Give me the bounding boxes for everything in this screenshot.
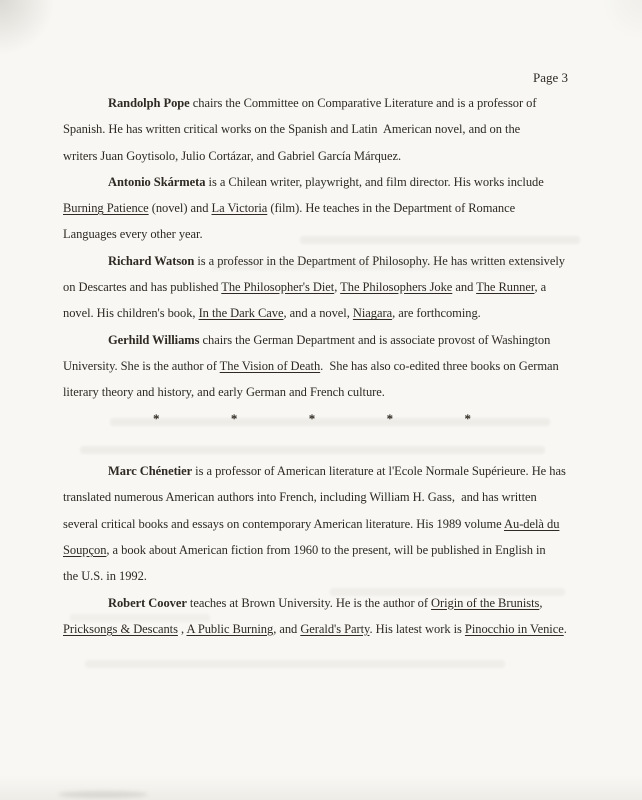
text-line xyxy=(63,221,593,247)
asterisk: * xyxy=(386,410,394,426)
text-segment: literary theory and history, and early German and French culture. xyxy=(63,385,385,400)
text-segment: . xyxy=(563,621,567,636)
text-segment: , a xyxy=(534,280,547,295)
work-title: The Runner xyxy=(476,280,535,295)
text-segment: Spanish. He has written critical works on the Spanish and Latin American novel, and on the xyxy=(63,122,521,137)
text-line xyxy=(63,274,593,300)
work-title: The Philosophers Joke xyxy=(340,280,453,295)
text-segment: University. She is the author of xyxy=(63,358,220,373)
work-title: The Vision of Death xyxy=(219,358,321,373)
text-segment: is a professor of American literature at l'Ecole Normale Supérieure. He has xyxy=(192,464,566,479)
page-number: Page 3 xyxy=(532,70,568,85)
bleed-through-artifact xyxy=(85,660,505,668)
work-title: Pinocchio in Venice xyxy=(464,621,564,636)
person-name: Robert Coover xyxy=(108,595,187,610)
text-segment: novel. His children's book, xyxy=(63,306,199,321)
document-body xyxy=(63,90,593,642)
asterisk: * xyxy=(153,410,160,426)
text-segment: Languages every other year. xyxy=(63,227,203,242)
text-segment: , and xyxy=(273,621,301,636)
text-line xyxy=(63,563,593,589)
asterisk: * xyxy=(230,410,238,426)
text-line xyxy=(63,300,593,326)
text-segment: is a Chilean writer, playwright, and film director. His works include xyxy=(205,174,544,189)
asterisk: * xyxy=(464,410,471,426)
text-line xyxy=(63,590,593,616)
text-line xyxy=(63,143,593,169)
text-segment: , are forthcoming. xyxy=(392,306,481,321)
text-segment: several critical books and essays on contemporary American literature. His 1989 volume xyxy=(63,516,505,531)
text-line xyxy=(63,616,593,642)
work-title: The Philosopher's Diet xyxy=(221,280,335,295)
work-title: Origin of the Brunists xyxy=(431,595,540,610)
asterisk-separator xyxy=(153,406,471,432)
text-line xyxy=(63,511,593,537)
work-title: Pricksongs & Descants xyxy=(63,621,178,636)
work-title: Soupçon xyxy=(63,543,107,558)
text-line xyxy=(63,116,593,142)
asterisk: * xyxy=(308,410,316,426)
text-segment: , xyxy=(539,595,543,610)
work-title: La Victoria xyxy=(211,201,268,216)
work-title: A Public Burning xyxy=(186,621,274,636)
text-line xyxy=(63,353,593,379)
text-segment: writers Juan Goytisolo, Julio Cortázar, and Gabriel García Márquez. xyxy=(63,148,402,163)
person-name: Richard Watson xyxy=(108,253,195,268)
work-title: Au-delà du xyxy=(504,516,560,531)
work-title: Niagara xyxy=(352,306,393,321)
text-segment: . She has also co-edited three books on German xyxy=(320,358,559,373)
text-segment: teaches at Brown University. He is the author of xyxy=(186,595,432,610)
text-line xyxy=(63,90,593,116)
person-name: Gerhild Williams xyxy=(108,332,200,347)
work-title: In the Dark Cave xyxy=(198,306,284,321)
scan-smudge xyxy=(58,791,148,798)
blank-line xyxy=(63,432,593,458)
text-segment: the U.S. in 1992. xyxy=(63,569,147,584)
text-segment: , and a novel, xyxy=(283,306,353,321)
text-line xyxy=(63,248,593,274)
text-line xyxy=(63,379,593,405)
person-name: Antonio Skármeta xyxy=(108,174,206,189)
text-segment: translated numerous American authors into French, including William H. Gass, and has written xyxy=(63,490,537,505)
text-segment: (novel) and xyxy=(148,201,212,216)
text-segment: . His latest work is xyxy=(369,621,465,636)
text-line xyxy=(63,327,593,353)
text-line xyxy=(63,484,593,510)
text-segment: chairs the Committee on Comparative Literature and is a professor of xyxy=(189,96,537,110)
text-line xyxy=(63,537,593,563)
text-segment: is a professor in the Department of Philosophy. He has written extensively xyxy=(194,253,565,268)
text-segment: , a book about American fiction from 1960 to the present, will be published in English in xyxy=(106,543,546,558)
text-line xyxy=(63,169,593,195)
person-name: Marc Chénetier xyxy=(108,464,193,479)
text-segment: on Descartes and has published xyxy=(63,280,222,295)
work-title: Gerald's Party xyxy=(300,621,370,636)
text-line xyxy=(63,195,593,221)
person-name: Randolph Pope xyxy=(108,96,190,110)
text-segment: , xyxy=(334,280,341,295)
text-segment: and xyxy=(452,280,477,295)
text-segment: (film). He teaches in the Department of Romance xyxy=(267,201,516,216)
text-line xyxy=(63,458,593,484)
text-segment: chairs the German Department and is associate provost of Washington xyxy=(199,332,551,347)
text-segment: , xyxy=(177,621,187,636)
work-title: Burning Patience xyxy=(63,201,149,216)
